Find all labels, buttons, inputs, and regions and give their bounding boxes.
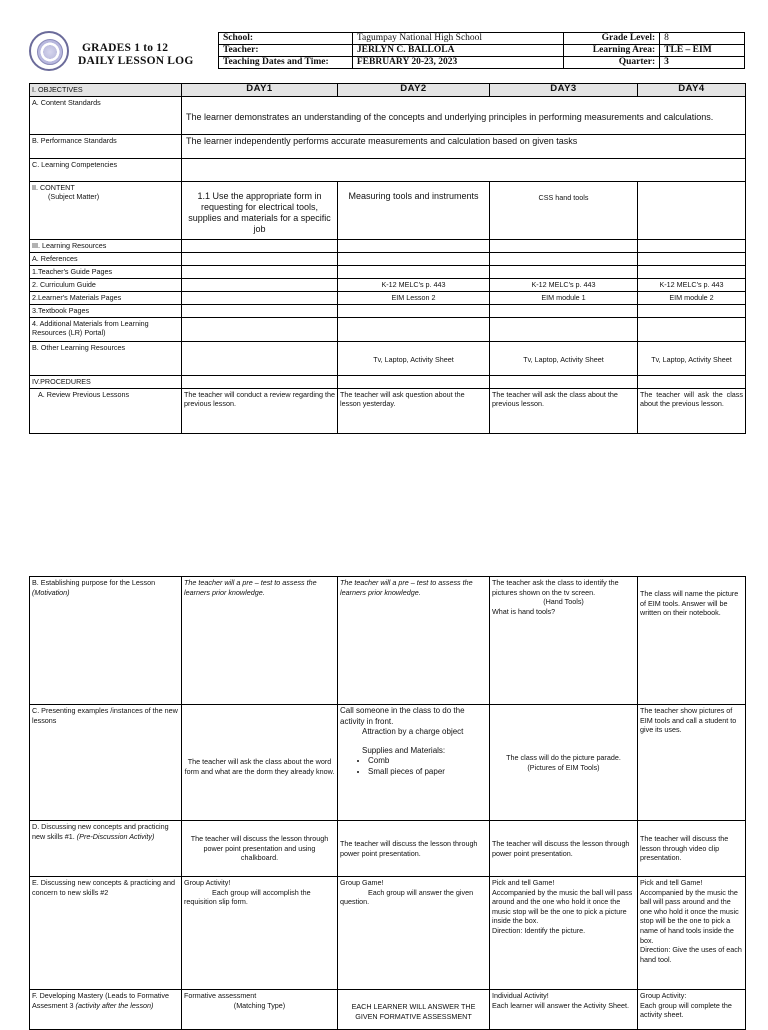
purpose-day1: The teacher will a pre – test to assess the learners prior knowledge. bbox=[182, 577, 338, 705]
brand-line-2: DAILY LESSON LOG bbox=[78, 55, 194, 67]
materials-list-item: • Comb bbox=[368, 756, 487, 767]
school-label: School: bbox=[219, 33, 353, 45]
lesson-log-table-1 bbox=[29, 83, 746, 434]
purpose-day3-question: What is hand tools? bbox=[492, 606, 556, 616]
presenting-day1: The teacher will ask the class about the word form and what are the dorm they already know. bbox=[182, 705, 338, 821]
day3-header: DAY3 bbox=[490, 84, 638, 97]
performance-standards-label: B. Performance Standards bbox=[30, 134, 182, 158]
materials-list bbox=[340, 756, 487, 777]
content-day1: 1.1 Use the appropriate form in requesting for electrical tools, supplies and materials for a specific job bbox=[182, 181, 338, 239]
content-standards-text: The learner demonstrates an understanding of the concepts and underlying principles in performing measurements and calculations. bbox=[182, 96, 746, 134]
curriculum-guide-day2: K-12 MELC's p. 443 bbox=[338, 278, 490, 291]
discussing1-label-text: D. Discussing new concepts and practicing new skills #1. bbox=[32, 822, 169, 841]
discussing2-day2 bbox=[338, 877, 490, 990]
performance-standards-text: The learner independently performs accurate measurements and calculation based on given tasks bbox=[182, 134, 746, 158]
grade-level-value: 8 bbox=[660, 33, 745, 45]
other-resources-day2: Tv, Laptop, Activity Sheet bbox=[338, 341, 490, 375]
additional-materials-label: 4. Additional Materials from Learning Resources (LR) Portal) bbox=[30, 317, 182, 341]
mastery-day3: Individual Activity! Each learner will answer the Activity Sheet. bbox=[490, 990, 638, 1030]
grade-level-label: Grade Level: bbox=[564, 33, 660, 45]
review-day4: The teacher will ask the class about the previous lesson. bbox=[638, 388, 746, 433]
presenting-day4: The teacher show pictures of EIM tools and call a student to give its uses. bbox=[638, 705, 746, 821]
learning-competencies-label: C. Learning Competencies bbox=[30, 158, 182, 181]
other-resources-label: B. Other Learning Resources bbox=[30, 341, 182, 375]
presenting-day2-text: Call someone in the class to do the activity in front. bbox=[340, 706, 465, 726]
mastery-day2: EACH LEARNER WILL ANSWER THE GIVEN FORMATIVE ASSESSMENT bbox=[338, 990, 490, 1030]
header-info-table bbox=[218, 32, 745, 69]
other-resources-day4: Tv, Laptop, Activity Sheet bbox=[638, 341, 746, 375]
discussing2-label: E. Discussing new concepts & practicing and concern to new skills #2 bbox=[30, 877, 182, 990]
content-label bbox=[30, 181, 182, 239]
procedures-label: IV.PROCEDURES bbox=[30, 375, 182, 388]
day1-header: DAY1 bbox=[182, 84, 338, 97]
references-label: A. References bbox=[30, 252, 182, 265]
mastery-day4: Group Activity: Each group will complete the activity sheet. bbox=[638, 990, 746, 1030]
other-resources-day3: Tv, Laptop, Activity Sheet bbox=[490, 341, 638, 375]
discussing2-day1 bbox=[182, 877, 338, 990]
purpose-day4: The class will name the picture of EIM tools. Answer will be written on their notebook. bbox=[638, 577, 746, 705]
discussing1-label-italic: (Pre-Discussion Activity) bbox=[76, 831, 155, 841]
discussing2-day2-title: Group Game! bbox=[340, 878, 384, 887]
purpose-label-italic: (Motivation) bbox=[32, 587, 70, 597]
learners-materials-day3: EIM module 1 bbox=[490, 291, 638, 304]
content-day3: CSS hand tools bbox=[490, 181, 638, 239]
discussing1-day1: The teacher will discuss the lesson through power point presentation and using chalkboard. bbox=[182, 821, 338, 877]
learners-materials-day4: EIM module 2 bbox=[638, 291, 746, 304]
curriculum-guide-day4: K-12 MELC's p. 443 bbox=[638, 278, 746, 291]
purpose-label-text: B. Establishing purpose for the Lesson bbox=[32, 578, 156, 587]
content-heading: II. CONTENT bbox=[32, 182, 75, 192]
subject-matter-label: (Subject Matter) bbox=[48, 192, 100, 202]
discussing2-day3: Pick and tell Game! Accompanied by the music the ball will pass around and the one who hold it once the music stop will be the one to pick a picture inside the box. Direction: Identify the picture. bbox=[490, 877, 638, 990]
teacher-label: Teacher: bbox=[219, 45, 353, 57]
review-day1: The teacher will conduct a review regarding the previous lesson. bbox=[182, 388, 338, 433]
curriculum-guide-day3: K-12 MELC's p. 443 bbox=[490, 278, 638, 291]
teachers-guide-label: 1.Teacher's Guide Pages bbox=[30, 265, 182, 278]
mastery-label-italic: (activity after the lesson) bbox=[75, 1000, 154, 1010]
purpose-day3-text: The teacher ask the class to identify the pictures shown on the tv screen. bbox=[492, 578, 619, 597]
review-day3: The teacher will ask the class about the previous lesson. bbox=[490, 388, 638, 433]
purpose-day3-subtext: (Hand Tools) bbox=[543, 597, 584, 607]
discussing2-day4: Pick and tell Game! Accompanied by the music the ball will pass around and the one who hold it once the music stop will be the one to pick a name of hand tools inside the box. Direction: Give the uses of each hand tool. bbox=[638, 877, 746, 990]
purpose-day2: The teacher will a pre – test to assess the learners prior knowledge. bbox=[338, 577, 490, 705]
review-day2: The teacher will ask question about the lesson yesterday. bbox=[338, 388, 490, 433]
learners-materials-day2: EIM Lesson 2 bbox=[338, 291, 490, 304]
purpose-day3 bbox=[490, 577, 638, 705]
presenting-day2-topic: Attraction by a charge object bbox=[362, 727, 464, 736]
teaching-dates-value: FEBRUARY 20-23, 2023 bbox=[352, 57, 563, 69]
materials-list-item: • Small pieces of paper bbox=[368, 767, 487, 778]
quarter-value: 3 bbox=[660, 57, 745, 69]
mastery-day1-title: Formative assessment bbox=[184, 991, 257, 1000]
objectives-label: I. OBJECTIVES bbox=[30, 84, 182, 97]
review-lessons-label: A. Review Previous Lessons bbox=[30, 388, 182, 433]
discussing1-day4: The teacher will discuss the lesson through video clip presentation. bbox=[638, 821, 746, 877]
learning-area-label: Learning Area: bbox=[564, 45, 660, 57]
teaching-dates-label: Teaching Dates and Time: bbox=[219, 57, 353, 69]
discussing1-day2: The teacher will discuss the lesson through power point presentation. bbox=[338, 821, 490, 877]
curriculum-guide-label: 2. Curriculum Guide bbox=[30, 278, 182, 291]
learning-area-value: TLE – EIM bbox=[660, 45, 745, 57]
content-day4 bbox=[638, 181, 746, 239]
teacher-value: JERLYN C. BALLOLA bbox=[352, 45, 563, 57]
document-brand bbox=[78, 42, 193, 68]
discussing1-label bbox=[30, 821, 182, 877]
presenting-day2 bbox=[338, 705, 490, 821]
content-day2: Measuring tools and instruments bbox=[338, 181, 490, 239]
school-value: Tagumpay National High School bbox=[352, 33, 563, 45]
day2-header: DAY2 bbox=[338, 84, 490, 97]
purpose-label bbox=[30, 577, 182, 705]
learners-materials-label: 2.Learner's Materials Pages bbox=[30, 291, 182, 304]
day4-header: DAY4 bbox=[638, 84, 746, 97]
discussing2-day1-text: Each group will accomplish the requisition slip form. bbox=[184, 887, 311, 907]
presenting-day3: The class will do the picture parade. (Pictures of EIM Tools) bbox=[490, 705, 638, 821]
mastery-label-text: F. Developing Mastery (Leads to Formative Assesment 3 bbox=[32, 991, 170, 1010]
presenting-day2-materials-label: Supplies and Materials: bbox=[362, 745, 446, 755]
content-standards-label: A. Content Standards bbox=[30, 96, 182, 134]
brand-line-1: GRADES 1 to 12 bbox=[82, 42, 169, 54]
quarter-label: Quarter: bbox=[564, 57, 660, 69]
presenting-label: C. Presenting examples /instances of the new lessons bbox=[30, 705, 182, 821]
learning-competencies-text bbox=[182, 158, 746, 181]
discussing1-day3: The teacher will discuss the lesson through power point presentation. bbox=[490, 821, 638, 877]
learning-resources-label: III. Learning Resources bbox=[30, 239, 182, 252]
discussing2-day2-text: Each group will answer the given question. bbox=[340, 887, 474, 907]
mastery-day1-subtitle: (Matching Type) bbox=[233, 1000, 286, 1010]
lesson-log-table-2 bbox=[29, 576, 746, 1030]
textbook-pages-label: 3.Textbook Pages bbox=[30, 304, 182, 317]
deped-seal-icon bbox=[29, 31, 69, 71]
discussing2-day1-title: Group Activity! bbox=[184, 878, 231, 887]
